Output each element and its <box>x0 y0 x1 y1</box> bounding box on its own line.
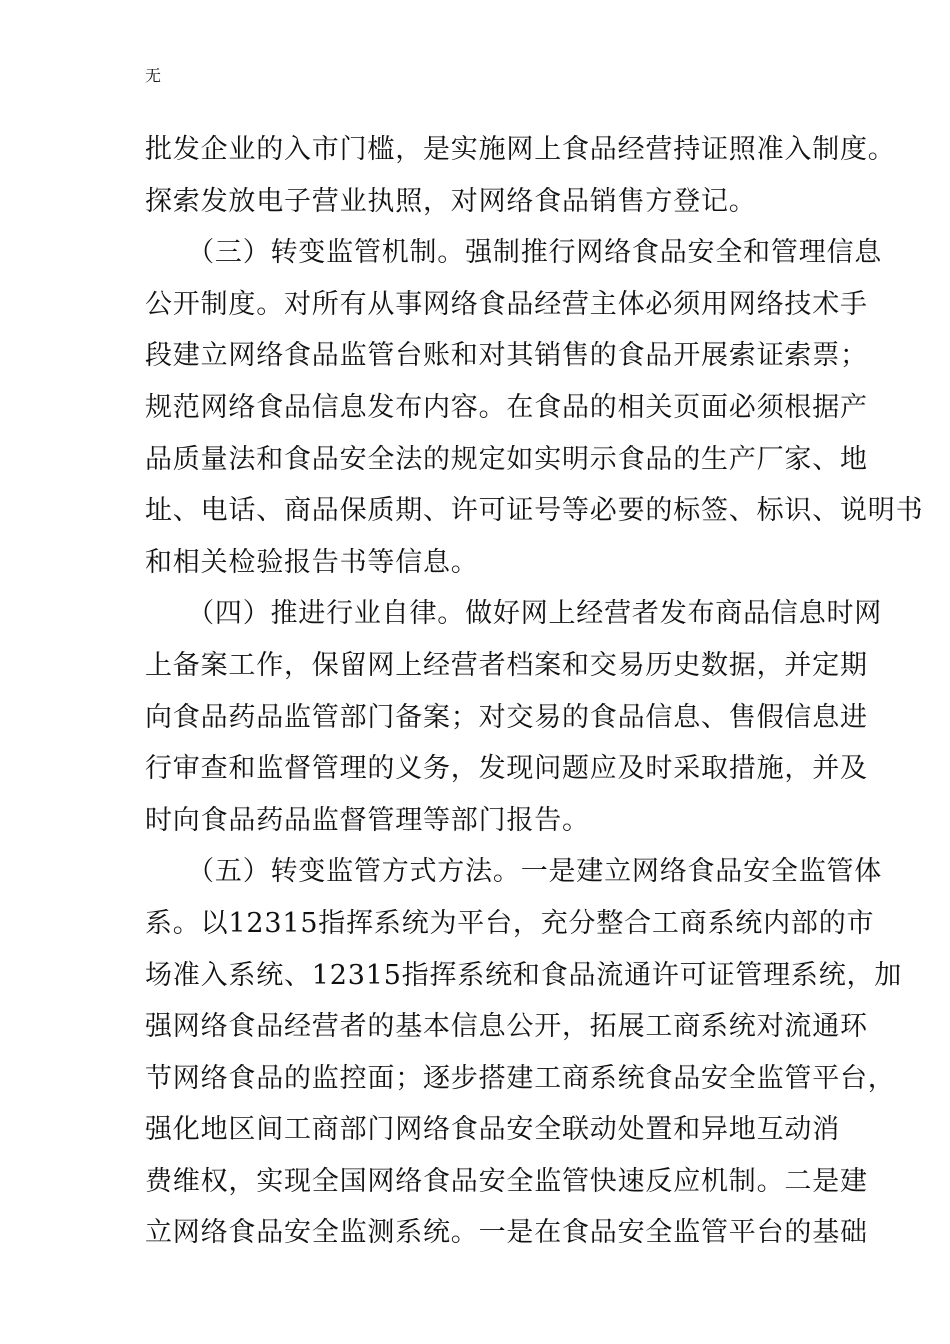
text-line: 费维权，实现全国网络食品安全监管快速反应机制。二是建 <box>145 1165 868 1197</box>
text-line: 立网络食品安全监测系统。一是在食品安全监管平台的基础 <box>145 1217 868 1249</box>
text-line: 公开制度。对所有从事网络食品经营主体必须用网络技术手 <box>145 288 868 320</box>
text-line: 节网络食品的监控面；逐步搭建工商系统食品安全监管平台， <box>145 1062 896 1094</box>
text-line: 批发企业的入市门槛，是实施网上食品经营持证照准入制度。 <box>145 134 896 165</box>
text-line: 行审查和监督管理的义务，发现问题应及时采取措施，并及 <box>145 753 868 785</box>
text-line: 和相关检验报告书等信息。 <box>145 546 479 578</box>
text-line: （五）转变监管方式方法。一是建立网络食品安全监管体 <box>145 856 883 888</box>
text-line: 系。以12315指挥系统为平台，充分整合工商系统内部的市 <box>145 907 875 939</box>
document-body <box>145 124 924 1259</box>
text-line: （三）转变监管机制。强制推行网络食品安全和管理信息 <box>145 237 883 269</box>
text-line: 时向食品药品监督管理等部门报告。 <box>145 804 590 836</box>
text-line: 强化地区间工商部门网络食品安全联动处置和异地互动消 <box>145 1114 840 1146</box>
text-line: 段建立网络食品监管台账和对其销售的食品开展索证索票； <box>145 340 868 372</box>
text-line: 上备案工作，保留网上经营者档案和交易历史数据，并定期 <box>145 649 868 681</box>
text-line: （四）推进行业自律。做好网上经营者发布商品信息时网 <box>145 598 883 630</box>
text-line: 强网络食品经营者的基本信息公开，拓展工商系统对流通环 <box>145 1011 868 1043</box>
text-line: 址、电话、商品保质期、许可证号等必要的标签、标识、说明书 <box>145 495 924 527</box>
text-line: 场准入系统、12315指挥系统和食品流通许可证管理系统，加 <box>145 959 903 991</box>
text-line: 规范网络食品信息发布内容。在食品的相关页面必须根据产 <box>145 391 868 423</box>
page-header: 无 <box>145 66 162 85</box>
text-line: 品质量法和食品安全法的规定如实明示食品的生产厂家、地 <box>145 443 868 475</box>
text-line: 探索发放电子营业执照，对网络食品销售方登记。 <box>145 185 757 217</box>
text-line: 向食品药品监管部门备案；对交易的食品信息、售假信息进 <box>145 701 868 733</box>
